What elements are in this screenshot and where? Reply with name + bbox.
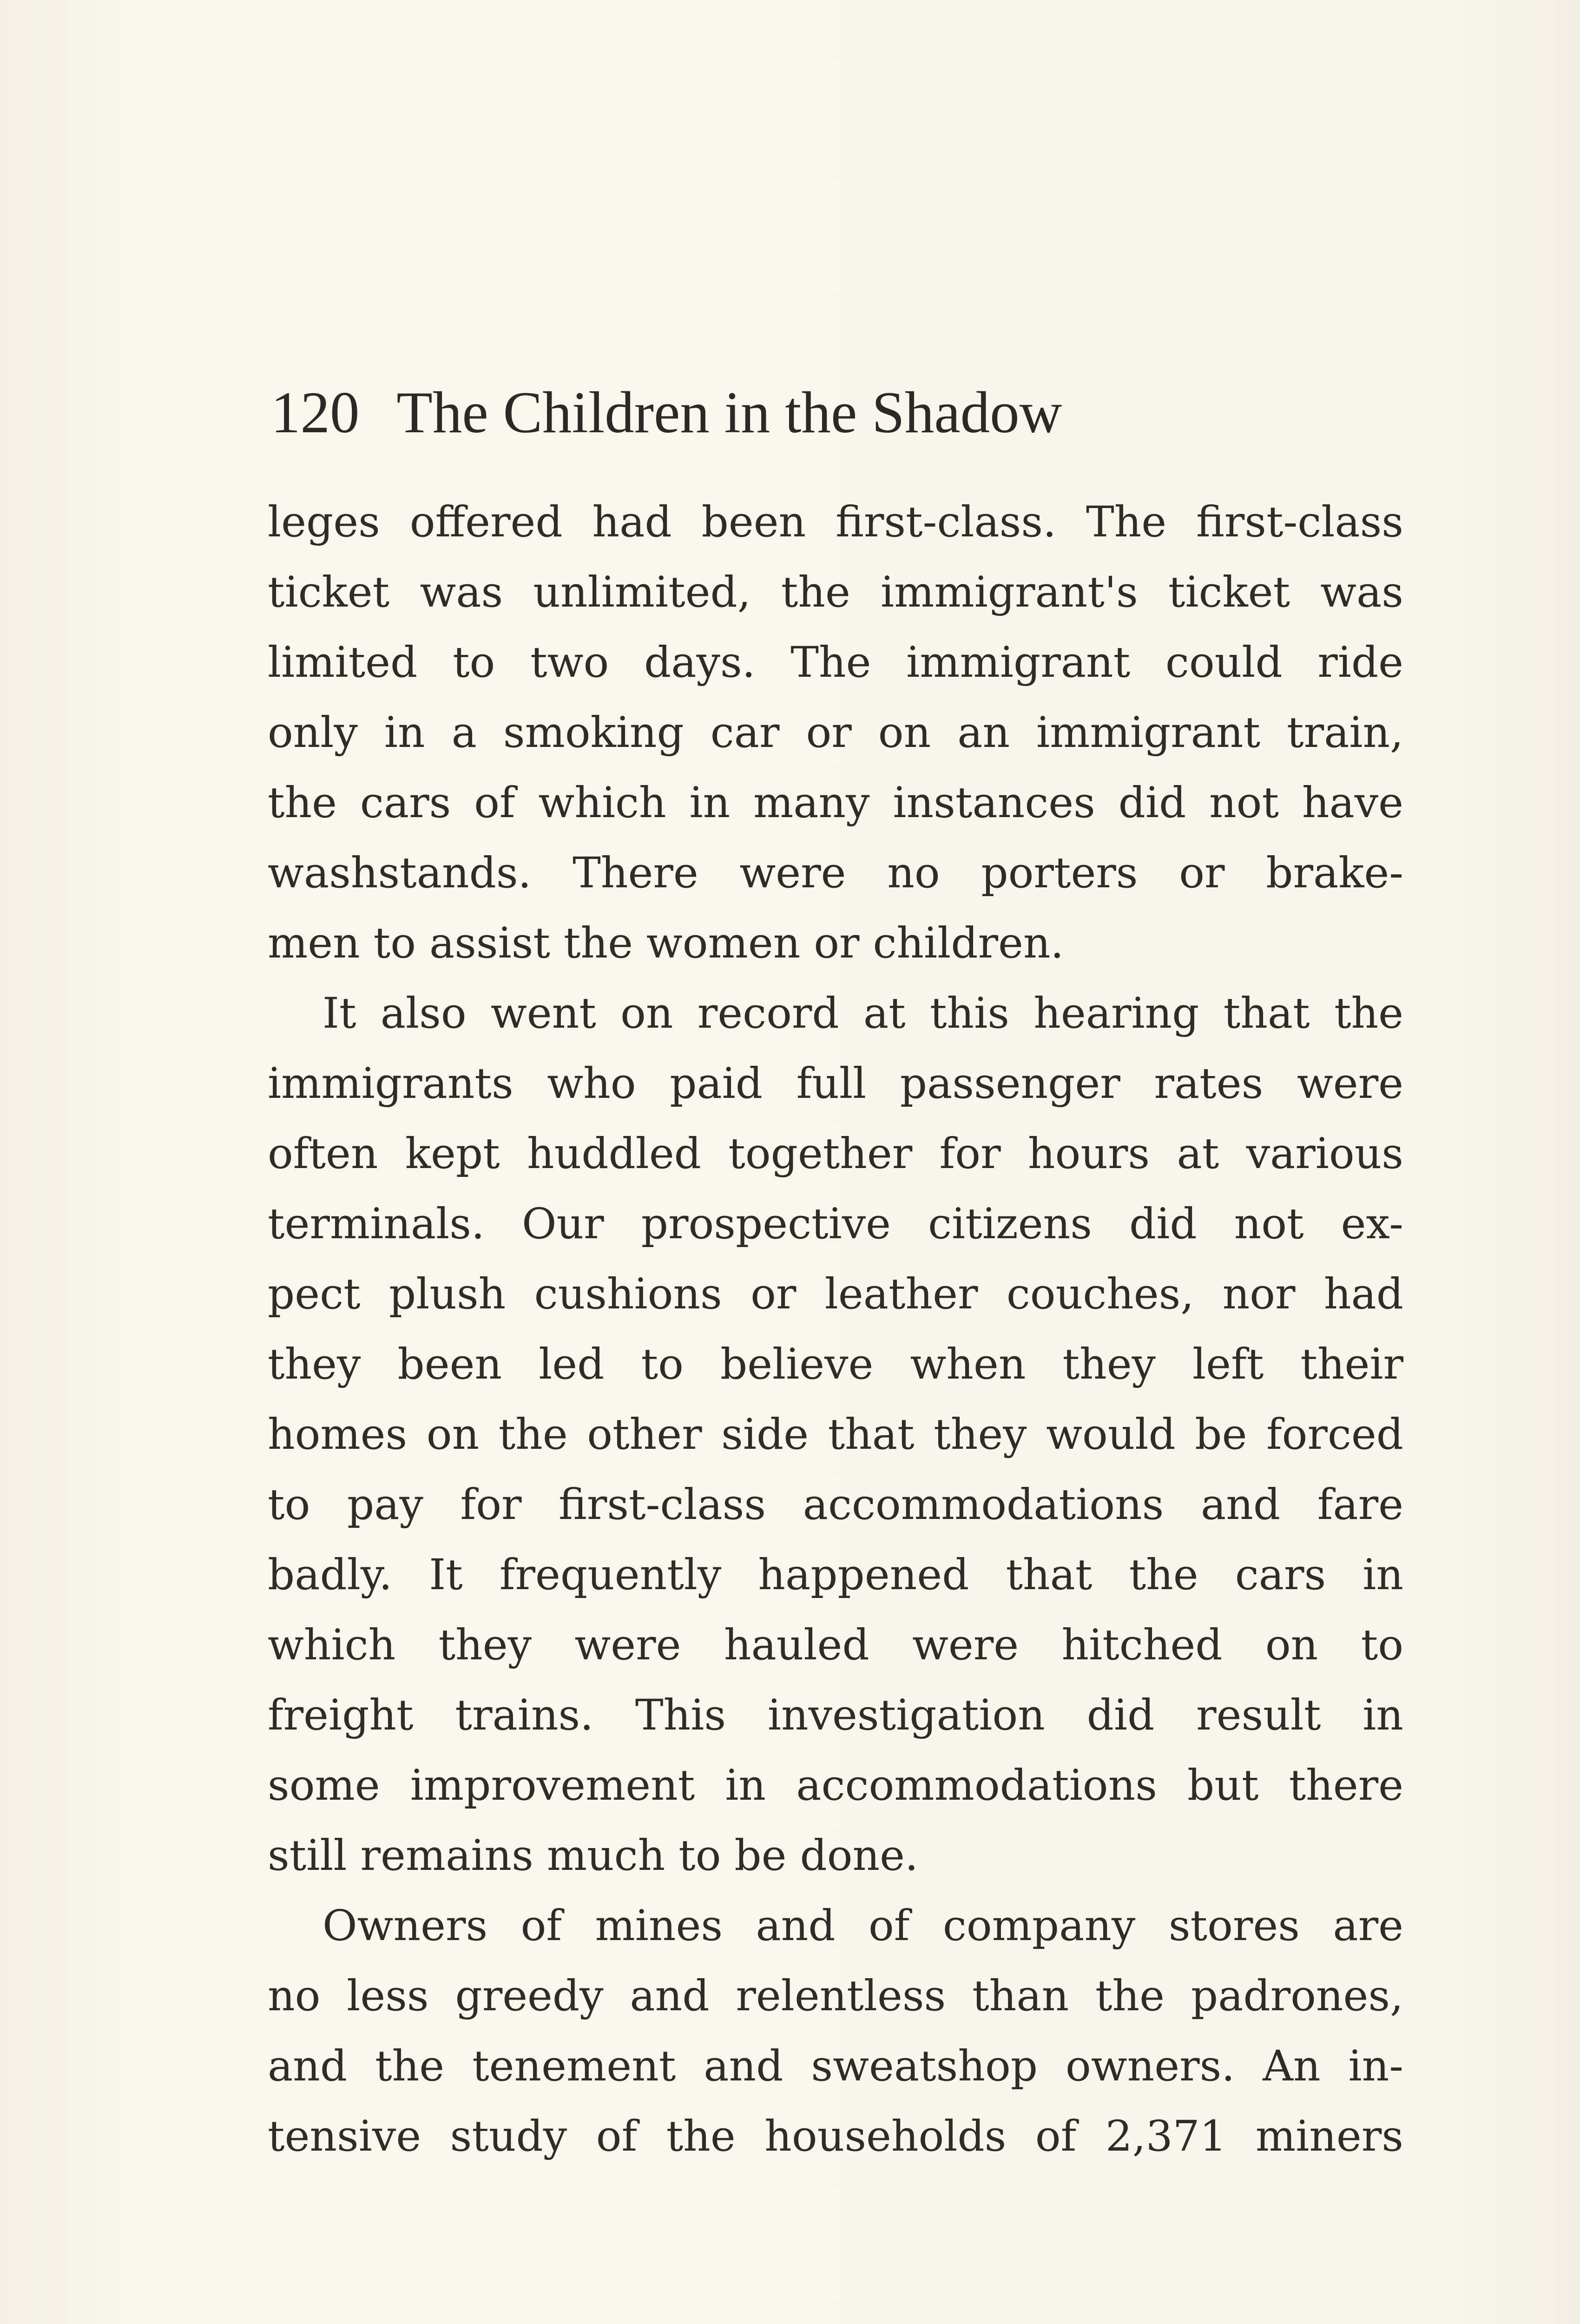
running-header	[271, 380, 1409, 445]
text-line: tensive study of the households of 2,371 miners	[268, 2112, 1403, 2161]
text-line: limited to two days. The immigrant could ride	[268, 638, 1403, 687]
text-line: still remains much to be done.	[268, 1831, 918, 1880]
text-line: It also went on record at this hearing that the	[323, 989, 1403, 1038]
text-line: ticket was unlimited, the immigrant's ticket was	[268, 568, 1403, 617]
text-line: leges offered had been first-class. The first-class	[268, 498, 1403, 547]
text-line: some improvement in accommodations but there	[268, 1761, 1403, 1810]
running-title: The Children in the Shadow	[396, 380, 1062, 445]
text-line: the cars of which in many instances did not have	[268, 779, 1403, 827]
text-line: immigrants who paid full passenger rates were	[268, 1059, 1403, 1108]
text-line: men to assist the women or children.	[268, 919, 1064, 968]
text-line: to pay for first-class accommodations and fare	[268, 1480, 1403, 1529]
text-line: terminals. Our prospective citizens did not ex-	[268, 1200, 1403, 1248]
text-line: which they were hauled were hitched on to	[268, 1621, 1403, 1670]
text-line: Owners of mines and of company stores are	[323, 1901, 1403, 1950]
text-line: often kept huddled together for hours at various	[268, 1129, 1403, 1178]
text-line: washstands. There were no porters or brake-	[268, 849, 1403, 898]
body-text	[268, 487, 1403, 2207]
text-line: homes on the other side that they would be forced	[268, 1410, 1403, 1459]
text-line: they been led to believe when they left their	[268, 1340, 1403, 1389]
text-line: freight trains. This investigation did result in	[268, 1691, 1403, 1740]
text-line: badly. It frequently happened that the cars in	[268, 1551, 1403, 1599]
text-line: and the tenement and sweatshop owners. An in-	[268, 2042, 1403, 2091]
text-line: only in a smoking car or on an immigrant train,	[268, 708, 1403, 757]
text-line: pect plush cushions or leather couches, nor had	[268, 1270, 1403, 1319]
page-number: 120	[271, 380, 360, 445]
text-line: no less greedy and relentless than the padrones,	[268, 1972, 1403, 2020]
